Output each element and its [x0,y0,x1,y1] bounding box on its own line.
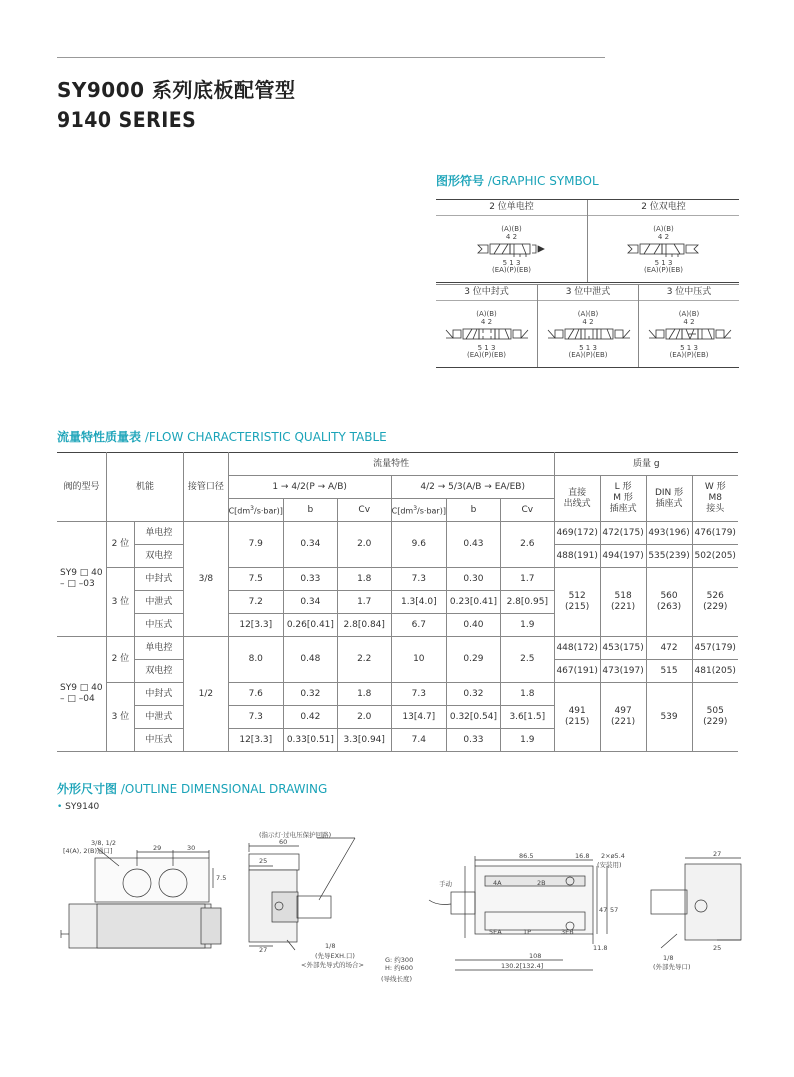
symbol-nums-top: 4 2 [480,318,493,326]
mass-cell-m1: 491 (215) [554,683,600,752]
symbol-table-2pos [436,199,739,283]
function-cell: 双电控 [134,545,183,568]
flow-cell-cv2: 1.9 [500,614,554,637]
flow-cell-b1: 0.33 [283,568,337,591]
function-cell: 单电控 [134,637,183,660]
flow-cell-cv1: 1.7 [337,591,391,614]
flow-cell-c2: 7.3 [391,683,446,706]
label-port4a: 4A [493,879,502,887]
mass-cell-m4: 481(205) [692,660,738,683]
mass-cell-m3: 539 [646,683,692,752]
flow-cell-cv1: 2.0 [337,706,391,729]
mass-cell-m2: 497 (221) [600,683,646,752]
valve-symbol-icon [476,241,548,257]
flow-cell-b2: 0.23[0.41] [446,591,500,614]
flow-cell-b2: 0.30 [446,568,500,591]
symbol-3pos-exhaust [537,285,638,367]
dimension-drawing-svg [57,826,747,996]
symbol-3pos-pressure [638,285,739,367]
table-row [57,637,738,660]
model-cell: SY9 □ 40 – □ –04 [57,637,107,752]
label-pilot-exh: (先导EXH.口) [315,952,355,960]
flow-cell-c1: 7.9 [228,522,283,568]
valve-symbol-icon [547,326,631,342]
label-h-len: H: 约600 [385,964,414,972]
label-d29: 29 [153,844,162,852]
top-rule [57,57,605,58]
label-lead-len: (导线长度) [381,975,413,983]
flow-cell-c1: 7.5 [228,568,283,591]
flow-cell-c2: 7.4 [391,729,446,752]
mass-cell-m4: 476(179) [692,522,738,545]
flow-cell-b2: 0.32 [446,683,500,706]
mass-cell-m1: 469(172) [554,522,600,545]
function-cell: 双电控 [134,660,183,683]
flow-cell-c1: 8.0 [228,637,283,683]
mass-cell-m2: 494(197) [600,545,646,568]
mass-cell-m1: 488(191) [554,545,600,568]
label-indicator: (指示灯·过电压保护回路) [259,831,332,839]
label-d30: 30 [187,844,196,852]
mass-cell-m3: 560 (263) [646,568,692,637]
model-cell: SY9 □ 40 – □ –03 [57,522,107,637]
flow-cell-c2: 1.3[4.0] [391,591,446,614]
flow-cell-c2: 9.6 [391,522,446,568]
label-port5ea: 5EA [489,928,502,936]
label-d75: 7.5 [216,874,227,882]
symbol-nums-top: 4 2 [505,233,518,241]
symbol-label: 3 位中封式 [436,285,537,301]
position-cell: 2 位 [107,522,135,568]
flow-cell-c2: 13[4.7] [391,706,446,729]
flow-cell-cv2: 1.8 [500,683,554,706]
label-d118: 11.8 [593,944,608,952]
label-d108: 108 [529,952,542,960]
symbol-ports-top: (A)(B) [577,310,599,318]
col-c1: $C[dm^3/s\cdot bar)$] [228,499,283,522]
label-port-note1: 3/8, 1/2 [91,839,117,847]
flow-cell-b2: 0.32[0.54] [446,706,500,729]
symbol-ports-bottom: (EA)(P)(EB) [669,351,709,359]
mass-cell-m4: 502(205) [692,545,738,568]
col-cv2: Cv [500,499,554,522]
mass-cell-m3: 535(239) [646,545,692,568]
symbol-label: 2 位双电控 [588,200,739,216]
flow-cell-cv2: 1.7 [500,568,554,591]
flow-cell-c1: 7.2 [228,591,283,614]
symbol-ports-bottom: (EA)(P)(EB) [643,266,684,274]
label-mount: 2×ø5.4 [601,852,625,860]
symbol-nums-bottom: 5 1 3 [477,344,496,352]
col-model: 阀的型号 [57,453,107,522]
symbol-ports-top: (A)(B) [653,225,674,233]
flow-cell-c2: 10 [391,637,446,683]
mass-cell-m1: 448(172) [554,637,600,660]
flow-cell-b1: 0.48 [283,637,337,683]
label-port1p: 1P [523,928,532,936]
table-row [57,568,738,591]
symbol-ports-top: (A)(B) [678,310,700,318]
label-d18a: 1/8 [325,942,336,950]
symbol-nums-top: 4 2 [582,318,594,326]
label-ext-pilot-note: <外部先导式的场合> [301,961,364,969]
page-title-en: 9140 SERIES [57,108,197,132]
col-b1: b [283,499,337,522]
symbol-nums-top: 4 2 [683,318,695,326]
col-flow-a: 1 → 4/2(P → A/B) [228,476,391,499]
label-d25: 25 [259,857,268,865]
flow-cell-cv1: 3.3[0.94] [337,729,391,752]
label-g-len: G: 约300 [385,956,414,964]
label-port-note2: [4(A), 2(B)通口] [63,847,113,855]
function-cell: 中泄式 [134,591,183,614]
function-cell: 中泄式 [134,706,183,729]
position-cell: 3 位 [107,683,135,752]
label-d18b: 1/8 [663,954,674,962]
mass-cell-m2: 472(175) [600,522,646,545]
symbol-nums-bottom: 5 1 3 [680,344,698,352]
flow-cell-b2: 0.33 [446,729,500,752]
flow-cell-b1: 0.34 [283,591,337,614]
symbol-2pos-single [436,200,587,282]
flow-cell-cv1: 2.0 [337,522,391,568]
flow-table-title: 流量特性质量表 /FLOW CHARACTERISTIC QUALITY TABLE [57,430,387,444]
flow-cell-b2: 0.40 [446,614,500,637]
symbol-label: 2 位单电控 [436,200,587,216]
flow-cell-b1: 0.32 [283,683,337,706]
label-d57: 57 [610,906,619,914]
function-cell: 中封式 [134,683,183,706]
symbol-ports-top: (A)(B) [476,310,497,318]
label-d27a: 27 [259,946,268,954]
function-cell: 单电控 [134,522,183,545]
flow-cell-cv1: 1.8 [337,568,391,591]
col-function: 机能 [107,453,184,522]
col-mass: 质量 g [554,453,738,476]
flow-cell-c1: 12[3.3] [228,729,283,752]
flow-cell-c1: 7.6 [228,683,283,706]
graphic-symbol-title: 图形符号 /GRAPHIC SYMBOL [436,174,599,188]
symbol-label: 3 位中泄式 [538,285,638,301]
symbol-nums-bottom: 5 1 3 [579,344,597,352]
valve-symbol-icon [626,241,702,257]
flow-cell-cv2: 1.9 [500,729,554,752]
flow-cell-b1: 0.33[0.51] [283,729,337,752]
flow-cell-cv2: 2.6 [500,522,554,568]
label-ext-pilot: (外部先导口) [653,963,691,971]
col-flow: 流量特性 [228,453,554,476]
outline-title: 外形尺寸图 /OUTLINE DIMENSIONAL DRAWING [57,782,328,796]
label-d47: 47 [599,906,608,914]
mass-cell-m2: 518 (221) [600,568,646,637]
valve-symbol-icon [648,326,732,342]
label-d1302: 130.2[132.4] [501,962,544,970]
outline-drawing [57,826,747,996]
valve-symbol-icon [445,326,529,342]
col-c2: $C[dm^3/s\cdot bar)$] [391,499,446,522]
col-mass-direct: 直接 出线式 [554,476,600,522]
label-d168: 16.8 [575,852,590,860]
port-cell: 3/8 [184,522,229,637]
symbol-label: 3 位中压式 [639,285,739,301]
function-cell: 中封式 [134,568,183,591]
col-flow-b: 4/2 → 5/3(A/B → EA/EB) [391,476,554,499]
mass-cell-m4: 505 (229) [692,683,738,752]
symbol-ports-bottom: (EA)(P)(EB) [466,351,507,359]
flow-characteristic-table [57,452,738,752]
table-row [57,522,738,545]
label-port3eb: 3EB [561,928,574,936]
symbol-3pos-closed [436,285,537,367]
flow-cell-b1: 0.26[0.41] [283,614,337,637]
symbol-2pos-double [587,200,739,282]
position-cell: 3 位 [107,568,135,637]
flow-cell-b2: 0.43 [446,522,500,568]
symbol-ports-bottom: (EA)(P)(EB) [491,266,532,274]
symbol-nums-bottom: 5 1 3 [502,259,521,267]
flow-cell-cv1: 2.2 [337,637,391,683]
flow-cell-b2: 0.29 [446,637,500,683]
mass-cell-m3: 515 [646,660,692,683]
label-d25b: 25 [713,944,722,952]
symbol-ports-bottom: (EA)(P)(EB) [568,351,608,359]
flow-cell-cv1: 1.8 [337,683,391,706]
mass-cell-m3: 472 [646,637,692,660]
label-d27b: 27 [713,850,722,858]
mass-cell-m4: 457(179) [692,637,738,660]
flow-cell-c2: 7.3 [391,568,446,591]
col-cv1: Cv [337,499,391,522]
col-b2: b [446,499,500,522]
col-mass-lm: L 形 M 形 插座式 [600,476,646,522]
flow-cell-c2: 6.7 [391,614,446,637]
mass-cell-m2: 473(197) [600,660,646,683]
flow-cell-cv2: 2.8[0.95] [500,591,554,614]
table-row [57,683,738,706]
flow-cell-c1: 12[3.3] [228,614,283,637]
label-d865: 86.5 [519,852,534,860]
col-mass-w: W 形 M8 接头 [692,476,738,522]
col-mass-din: DIN 形 插座式 [646,476,692,522]
mass-cell-m1: 512 (215) [554,568,600,637]
function-cell: 中压式 [134,729,183,752]
label-d60: 60 [279,838,288,846]
flow-cell-b1: 0.42 [283,706,337,729]
mass-cell-m3: 493(196) [646,522,692,545]
port-cell: 1/2 [184,637,229,752]
symbol-nums-top: 4 2 [657,233,670,241]
flow-cell-cv1: 2.8[0.84] [337,614,391,637]
col-port-size: 接管口径 [184,453,229,522]
function-cell: 中压式 [134,614,183,637]
mass-cell-m4: 526 (229) [692,568,738,637]
mass-cell-m2: 453(175) [600,637,646,660]
outline-model: • SY9140 [57,802,100,812]
mass-cell-m1: 467(191) [554,660,600,683]
symbol-nums-bottom: 5 1 3 [654,259,673,267]
label-port2b: 2B [537,879,546,887]
flow-cell-b1: 0.34 [283,522,337,568]
label-mount-note: (安装用) [597,861,622,869]
label-manual: 手动 [439,880,452,888]
symbol-ports-top: (A)(B) [501,225,522,233]
page-title-cn: SY9000 系列底板配管型 [57,78,296,102]
flow-cell-c1: 7.3 [228,706,283,729]
position-cell: 2 位 [107,637,135,683]
flow-cell-cv2: 2.5 [500,637,554,683]
flow-cell-cv2: 3.6[1.5] [500,706,554,729]
symbol-table-3pos [436,284,739,368]
